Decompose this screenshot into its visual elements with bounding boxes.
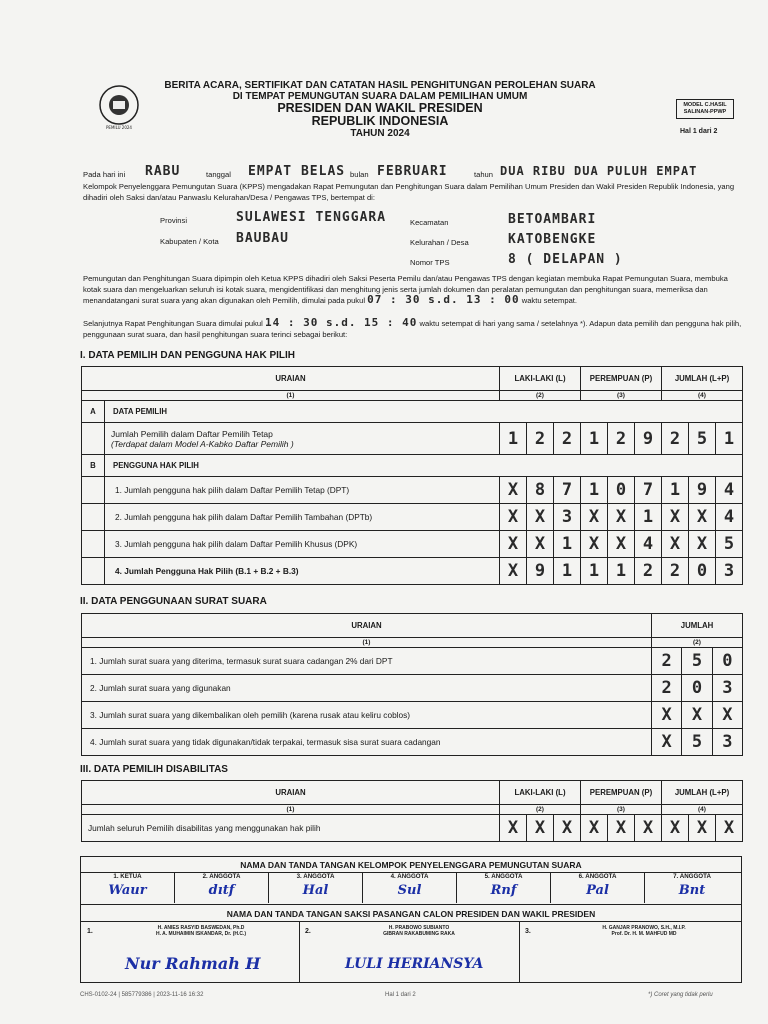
saksi-signature [519, 922, 741, 982]
digit-cell: 2 [554, 423, 581, 455]
signature-mark: Bnt [678, 883, 706, 898]
digit-cell: 4 [716, 504, 743, 531]
row-label: 3. Jumlah surat suara yang dikembalikan oleh pemilih (karena rusak atau keliru coblos) [82, 702, 652, 729]
digit-cell: 0 [608, 477, 635, 504]
col-jumlah: JUMLAH (L+P) [662, 781, 743, 805]
digit-cell: X [608, 504, 635, 531]
kelurahan-value: KATOBENGKE [508, 232, 597, 247]
signature-role: 1. KETUA [113, 873, 142, 880]
kabupaten-value: BAUBAU [236, 231, 289, 246]
signature-mark: Hal [302, 883, 329, 898]
day-value: RABU [145, 164, 181, 179]
table-row [82, 675, 743, 702]
digit-cell: X [581, 531, 608, 558]
digit-cell: 0 [689, 558, 716, 585]
signature-role: 2. ANGGOTA [202, 873, 241, 880]
digit-cell: 1 [635, 504, 662, 531]
candidate-names: H. PRABOWO SUBIANTO GIBRAN RAKABUMING RAKA [383, 925, 455, 937]
kecamatan-value: BETOAMBARI [508, 212, 597, 227]
signature-role: 3. ANGGOTA [296, 873, 335, 880]
tps-label: Nomor TPS [410, 258, 450, 267]
digit-cell: X [527, 815, 554, 842]
row-label: 4. Jumlah Pengguna Hak Pilih (B.1 + B.2 + B.3) [105, 558, 500, 585]
digit-cell: X [662, 815, 689, 842]
digit-cell: 1 [554, 531, 581, 558]
table-row [82, 729, 743, 756]
dpt-label [105, 423, 500, 455]
digit-cell: X [608, 531, 635, 558]
col-num: (4) [662, 805, 743, 815]
ballot-table [81, 613, 743, 756]
bulan-label: bulan [350, 170, 369, 179]
signature-mark: Rnf [490, 883, 517, 898]
saksi-number: 3. [525, 928, 531, 935]
row-label: 3. Jumlah pengguna hak pilih dalam Daftar Pemilih Khusus (DPK) [105, 531, 500, 558]
signature-mark: Nur Rahmah H [125, 954, 261, 973]
digit-cell: 2 [635, 558, 662, 585]
digit-cell: 3 [712, 675, 742, 702]
intro-text: Kelompok Penyelenggara Pemungutan Suara (KPPS) mengadakan Rapat Pemungutan dan Penghitungan Suara dalam Pemilihan Umum Presiden dan Wakil Presiden Republik Indonesia, yang dihadiri oleh Saksi dan/atau Panwaslu Kelurahan/Desa / Pengawas TPS, bertempat di: [83, 182, 735, 202]
disability-table [81, 780, 743, 842]
digit-cell: X [662, 504, 689, 531]
count-start: Selanjutnya Rapat Penghitungan Suara dimulai pukul [83, 319, 263, 328]
section3-title: III. DATA PEMILIH DISABILITAS [80, 764, 228, 775]
digit-cell: 5 [682, 729, 712, 756]
digit-cell: 5 [682, 648, 712, 675]
col-uraian: URAIAN [82, 781, 500, 805]
row-code: A [82, 401, 105, 423]
digit-cell: 9 [635, 423, 662, 455]
kpps-signature [645, 873, 739, 903]
section1-title: I. DATA PEMILIH DAN PENGGUNA HAK PILIH [80, 350, 295, 361]
digit-cell: 5 [716, 531, 743, 558]
footer-page: Hal 1 dari 2 [385, 992, 416, 998]
row-heading: PENGGUNA HAK PILIH [105, 455, 743, 477]
procedure-text [83, 274, 748, 307]
procedure-end: waktu setempat. [521, 296, 578, 305]
kpps-signature-title: NAMA DAN TANDA TANGAN KELOMPOK PENYELENGGARA PEMUNGUTAN SUARA [240, 860, 582, 870]
digit-cell: 0 [712, 648, 742, 675]
digit-cell: X [527, 531, 554, 558]
digit-cell: X [689, 504, 716, 531]
row-label: 1. Jumlah surat suara yang diterima, termasuk surat suara cadangan 2% dari DPT [82, 648, 652, 675]
digit-cell: 1 [608, 558, 635, 585]
signature-mark: Sul [397, 883, 422, 898]
col-num: (1) [82, 805, 500, 815]
col-laki: LAKI-LAKI (L) [500, 781, 581, 805]
signature-role: 5. ANGGOTA [484, 873, 523, 880]
col-num: (3) [581, 805, 662, 815]
date-label: Pada hari ini [83, 170, 126, 179]
signature-block [80, 856, 742, 983]
vote-time: 07 : 30 s.d. 13 : 00 [367, 293, 520, 306]
tanggal-value: EMPAT BELAS [248, 164, 346, 179]
digit-cell: X [500, 815, 527, 842]
voter-table [81, 366, 743, 585]
saksi-number: 2. [305, 928, 311, 935]
kpu-logo-icon [96, 82, 142, 132]
saksi-signature [299, 922, 520, 982]
table-row [82, 702, 743, 729]
digit-cell: X [689, 815, 716, 842]
row-label: 4. Jumlah surat suara yang tidak digunakan/tidak terpakai, termasuk sisa surat suara cadangan [82, 729, 652, 756]
digit-cell: 0 [682, 675, 712, 702]
digit-cell: X [500, 504, 527, 531]
signature-mark: Waur [108, 883, 147, 898]
signature-role: 6. ANGGOTA [578, 873, 617, 880]
candidate-names: H. GANJAR PRANOWO, S.H., M.I.P. Prof. Dr. H. M. MAHFUD MD [602, 925, 686, 937]
digit-cell: 1 [716, 423, 743, 455]
col-uraian: URAIAN [82, 367, 500, 391]
saksi-signature-title: NAMA DAN TANDA TANGAN SAKSI PASANGAN CALON PRESIDEN DAN WAKIL PRESIDEN [226, 909, 596, 919]
tahun-value: DUA RIBU DUA PULUH EMPAT [500, 164, 698, 178]
digit-cell: 2 [662, 423, 689, 455]
signature-role: 4. ANGGOTA [390, 873, 429, 880]
title-line-4: REPUBLIK INDONESIA [311, 114, 449, 128]
title-line-3: PRESIDEN DAN WAKIL PRESIDEN [277, 101, 483, 115]
signature-mark: Pal [586, 883, 609, 898]
digit-cell: 2 [652, 648, 682, 675]
digit-cell: 2 [652, 675, 682, 702]
digit-cell: X [652, 702, 682, 729]
count-text [83, 318, 748, 340]
digit-cell: X [716, 815, 743, 842]
digit-cell: 3 [716, 558, 743, 585]
tps-value: 8 ( DELAPAN ) [508, 252, 623, 267]
digit-cell: 1 [581, 423, 608, 455]
kpps-signature [551, 873, 645, 903]
col-perempuan: PEREMPUAN (P) [581, 367, 662, 391]
title-line-5: TAHUN 2024 [350, 128, 410, 139]
row-label: 2. Jumlah surat suara yang digunakan [82, 675, 652, 702]
col-jumlah: JUMLAH (L+P) [662, 367, 743, 391]
dpt-label-sub: (Terdapat dalam Model A-Kabko Daftar Pemilih ) [111, 438, 294, 449]
kecamatan-label: Kecamatan [410, 218, 449, 227]
digit-cell: X [712, 702, 742, 729]
kpps-signature [269, 873, 363, 903]
digit-cell: 7 [635, 477, 662, 504]
digit-cell: 1 [500, 423, 527, 455]
col-laki: LAKI-LAKI (L) [500, 367, 581, 391]
form-title [160, 80, 600, 139]
table-row [82, 477, 743, 504]
digit-cell: 7 [554, 477, 581, 504]
table-row [82, 504, 743, 531]
section2-title: II. DATA PENGGUNAAN SURAT SUARA [80, 596, 267, 607]
provinsi-label: Provinsi [160, 216, 188, 225]
title-line-2: DI TEMPAT PEMUNGUTAN SUARA DALAM PEMILIHAN UMUM [232, 91, 528, 102]
page-number: Hal 1 dari 2 [680, 128, 718, 135]
kpps-signature [457, 873, 551, 903]
row-label: Jumlah seluruh Pemilih disabilitas yang menggunakan hak pilih [82, 815, 500, 842]
row-code: B [82, 455, 105, 477]
signature-mark: LULI HERIANSYA [345, 956, 484, 972]
row-label: 1. Jumlah pengguna hak pilih dalam Daftar Pemilih Tetap (DPT) [105, 477, 500, 504]
dpt-label-main: Jumlah Pemilih dalam Daftar Pemilih Tetap [111, 428, 273, 439]
col-num: (2) [652, 638, 743, 648]
bulan-value: FEBRUARI [377, 164, 448, 179]
digit-cell: X [652, 729, 682, 756]
digit-cell: X [581, 815, 608, 842]
digit-cell: 4 [635, 531, 662, 558]
digit-cell: X [500, 531, 527, 558]
col-num: (2) [500, 391, 581, 401]
tanggal-label: tanggal [206, 170, 231, 179]
table-row [82, 648, 743, 675]
digit-cell: 5 [689, 423, 716, 455]
digit-cell: 3 [712, 729, 742, 756]
digit-cell: 3 [554, 504, 581, 531]
digit-cell: X [500, 477, 527, 504]
digit-cell: 1 [581, 558, 608, 585]
digit-cell: 1 [554, 558, 581, 585]
count-time: 14 : 30 s.d. 15 : 40 [264, 316, 418, 329]
date-line [83, 170, 125, 179]
col-num: (4) [662, 391, 743, 401]
model-badge: MODEL C.HASIL SALINAN-PPWP [676, 99, 734, 119]
col-num: (1) [82, 391, 500, 401]
col-perempuan: PEREMPUAN (P) [581, 781, 662, 805]
digit-cell: 2 [662, 558, 689, 585]
digit-cell: X [527, 504, 554, 531]
digit-cell: 1 [662, 477, 689, 504]
digit-cell: 2 [608, 423, 635, 455]
kabupaten-label: Kabupaten / Kota [160, 237, 219, 246]
footer-note: *) Coret yang tidak perlu [648, 992, 713, 998]
col-num: (3) [581, 391, 662, 401]
col-num: (1) [82, 638, 652, 648]
kpps-signature [175, 873, 269, 903]
digit-cell: X [662, 531, 689, 558]
digit-cell: X [689, 531, 716, 558]
digit-cell: X [635, 815, 662, 842]
digit-cell: 9 [527, 558, 554, 585]
digit-cell: X [581, 504, 608, 531]
row-heading: DATA PEMILIH [105, 401, 743, 423]
digit-cell: 4 [716, 477, 743, 504]
digit-cell: X [554, 815, 581, 842]
table-row [82, 531, 743, 558]
signature-role: 7. ANGGOTA [673, 873, 711, 880]
signature-mark: dıtf [208, 883, 235, 898]
digit-cell: 8 [527, 477, 554, 504]
row-label: 2. Jumlah pengguna hak pilih dalam Daftar Pemilih Tambahan (DPTb) [105, 504, 500, 531]
col-num: (2) [500, 805, 581, 815]
candidate-names: H. ANIES RASYID BASWEDAN, Ph.D H. A. MUHAIMIN ISKANDAR, Dr. (H.C.) [155, 925, 247, 937]
digit-cell: 2 [527, 423, 554, 455]
count-end: waktu setempat di hari yang sama / setelahnya *). Adapun data pemilih dan pengguna hak pilih, penggunaan surat suara, dan hasil penghitungan suara terinci sebagai berikut: [83, 319, 742, 339]
tahun-label: tahun [474, 170, 494, 179]
digit-cell: 9 [689, 477, 716, 504]
digit-cell: X [608, 815, 635, 842]
title-line-1: BERITA ACARA, SERTIFIKAT DAN CATATAN HASIL PENGHITUNGAN PEROLEHAN SUARA [164, 80, 596, 91]
digit-cell: X [500, 558, 527, 585]
saksi-number: 1. [87, 928, 93, 935]
kpps-signature [81, 873, 175, 903]
saksi-signature [81, 922, 300, 982]
digit-cell: X [682, 702, 712, 729]
kelurahan-label: Kelurahan / Desa [410, 238, 469, 247]
digit-cell: 1 [581, 477, 608, 504]
logo-caption: PEMILU 2024 [106, 125, 132, 130]
provinsi-value: SULAWESI TENGGARA [236, 210, 387, 225]
kpps-signature [363, 873, 457, 903]
col-uraian: URAIAN [82, 614, 652, 638]
footer-code: CHS-0102-24 | 585779386 | 2023-11-16 16:32 [80, 992, 204, 998]
procedure-body: Pemungutan dan Penghitungan Suara dipimpin oleh Ketua KPPS dihadiri oleh Saksi Peserta Pemilu dan/atau Pengawas TPS dengan kegiatan membuka Rapat Pemungutan Suara, membuka kotak suara dan mengeluarkan seluruh isi kotak suara, mengidentifikasi dan menghitung jenis serta jumlah dokumen dan peralatan pemungutan dan penghitungan suara, memeriksa dan menandatangani surat suara yang akan digunakan oleh Pemilih, dimulai pada pukul [83, 274, 728, 305]
table-row [82, 815, 743, 842]
table-row [82, 558, 743, 585]
col-jumlah: JUMLAH [652, 614, 743, 638]
